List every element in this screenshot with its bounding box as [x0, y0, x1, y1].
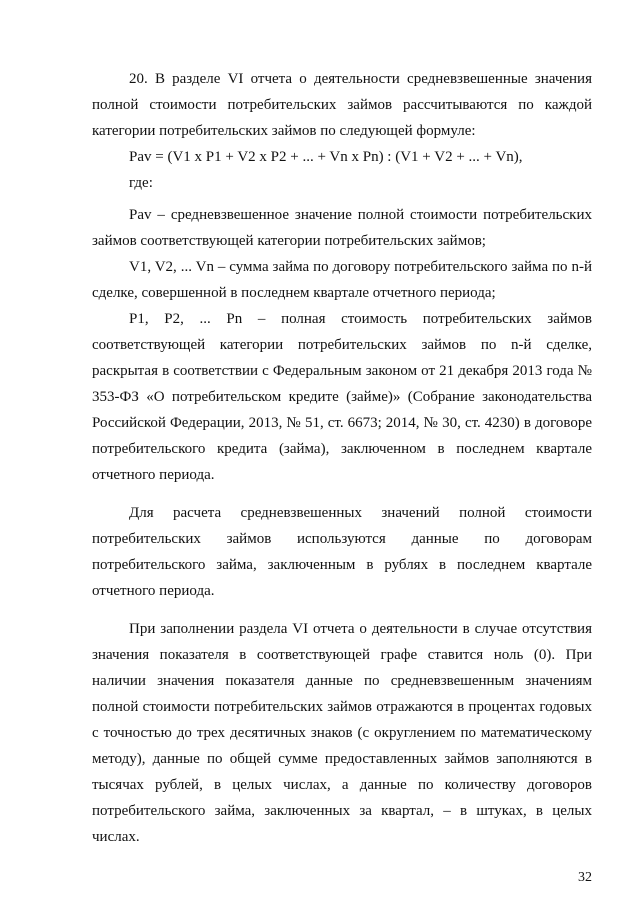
page-number: 32	[578, 870, 592, 885]
definition-v: V1, V2, ... Vn – сумма займа по договору потребительского займа по n-й сделке, совершенной в последнем квартале отчетного периода;	[92, 259, 592, 301]
document-body	[92, 66, 592, 850]
formula: Pav = (V1 x P1 + V2 x P2 + ... + Vn x Pn) : (V1 + V2 + ... + Vn),	[129, 149, 523, 165]
definition-p: P1, P2, ... Pn – полная стоимость потребительских займов соответствующей категории потребительских займов по n-й сделке, раскрытая в соответствии с Федеральным законом от 21 декабря 2013 года № 353-ФЗ «О потребительском кредите (займе)» (Собрание законодательства Российской Федерации, 2013, № 51, ст. 6673; 2014, № 30, ст. 4230) в договоре потребительского кредита (займа), заключенном в последнем квартале отчетного периода.	[92, 311, 592, 483]
definition-pav: Pav – средневзвешенное значение полной стоимости потребительских займов соответствующей категории потребительских займов;	[92, 207, 592, 249]
paragraph-calculation-data: Для расчета средневзвешенных значений полной стоимости потребительских займов используются данные по договорам потребительского займа, заключенным в рублях в последнем квартале отчетного периода.	[92, 505, 592, 599]
formula-where-label: где:	[129, 175, 153, 191]
paragraph-filling-rules: При заполнении раздела VI отчета о деятельности в случае отсутствия значения показателя в соответствующей графе ставится ноль (0). При наличии значения показателя данные по средневзвешенным значениям полной стоимости потребительских займов отражаются в процентах годовых с точностью до трех десятичных знаков (с округлением по математическому методу), данные по общей сумме предоставленных займов заполняются в тысячах рублей, в целых числах, а данные по количеству договоров потребительского займа, заключенных за квартал, – в штуках, в целых числах.	[92, 621, 592, 845]
paragraph-section-20: 20. В разделе VI отчета о деятельности средневзвешенные значения полной стоимости потребительских займов рассчитываются по каждой категории потребительских займов по следующей формуле:	[92, 71, 592, 139]
